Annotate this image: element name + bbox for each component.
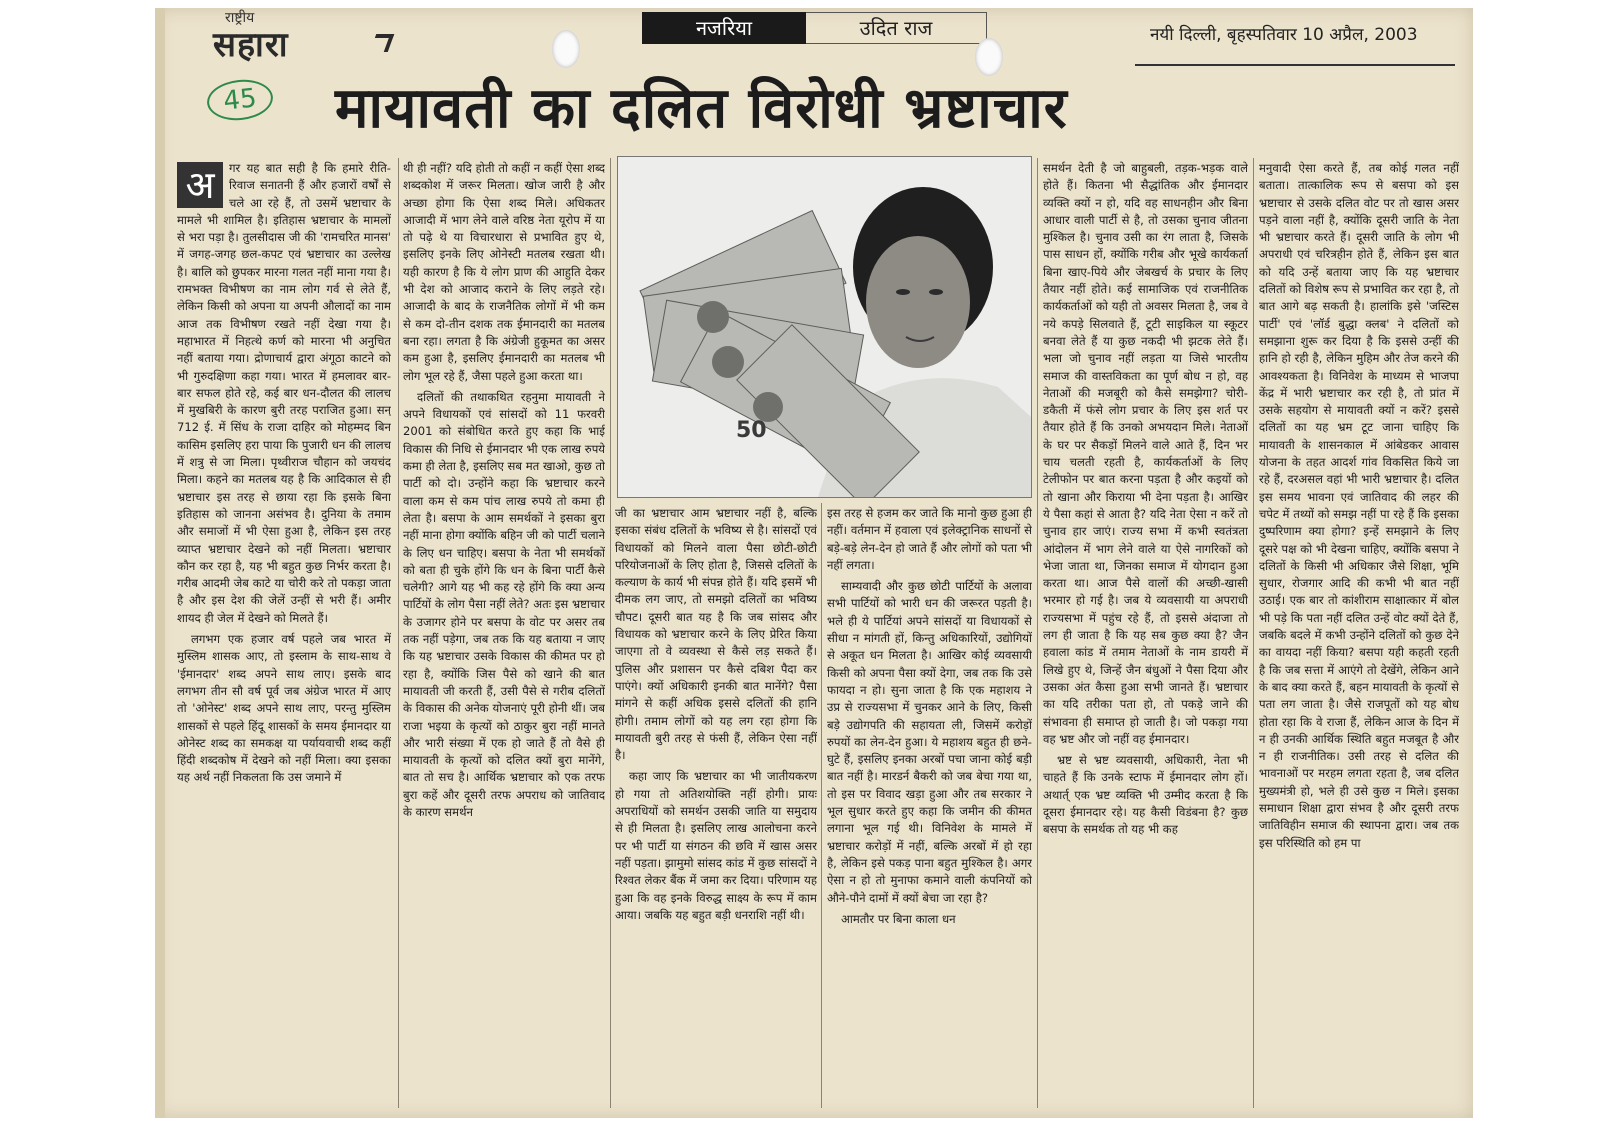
article-column-4 [827,505,1032,1105]
paragraph: कहा जाए कि भ्रष्टाचार का भी जातीयकरण हो गया तो अतिशयोक्ति नहीं होगी। प्रायः अपराधियों को समर्थन उसकी जाति या समुदाय से ही मिलता है। इसलिए लाख आलोचना करने पर भी पार्टी या संगठन की छवि में खास असर नहीं पड़ता। झामुमो सांसद कांड में कुछ सांसदों ने रिश्वत लेकर बैंक में जमा कर दिया। परिणाम यह हुआ कि वह इनके विरुद्ध साक्ष्य के रूप में काम आया। जबकि यह बहुत बड़ी धनराशि नहीं थी। [615,769,817,922]
paragraph: समर्थन देती है जो बाहुबली, तड़क-भड़क वाले होते हैं। कितना भी सैद्धांतिक और ईमानदार व्यक्ति क्यों न हो, यदि वह साधनहीन और बिना आधार वाली पार्टी से है, तो उसका चुनाव जीतना मुश्किल है। चुनाव उसी का रंग लाता है, जिसके पास साधन हों, क्योंकि गरीब और भूखे कार्यकर्ता बिना खाए-पिये और जेबखर्च के प्रचार के लिए तैयार नहीं होते। कई सामाजिक एवं राजनीतिक कार्यकर्ताओं को यही तो अवसर मिलता है, जब वे नये कपड़े सिलवाते हैं, टूटी साइकिल या स्कूटर बनवा लेते हैं या कुछ नकदी भी झटक लेते हैं। भला जो चुनाव नहीं लड़ता या जिसे भारतीय समाज की वास्तविकता का पूर्ण बोध न हो, वह नेताओं की मजबूरी को कैसे समझेगा? चोरी-डकैती में फंसे लोग प्रचार के लिए इस शर्त पर तैयार होते हैं कि उनको अभयदान मिले। नेताओं के घर पर सैकड़ों मिलने वाले आते हैं, दिन भर चाय चलती रहती है, कार्यकर्ताओं के लिए टेलीफोन पर बात करना पड़ता है और कइयों को तो खाना और किराया भी देना पड़ता है। आखिर ये पैसा कहां से आता है? यदि नेता ऐसा न करें तो चुनाव हार जाएं। राज्य सभा में कभी स्वतंत्रता आंदोलन में भाग लेने वाले या ऐसे नागरिकों को भेजा जाता था, जिनका समाज में योगदान हुआ करता था। आज पैसे वालों की अच्छी-खासी भरमार हो गई है। जब ये व्यवसायी या अपराधी राज्यसभा में पहुंच रहे हैं, तो इससे अंदाजा तो लग ही जाता है कि यह सब कुछ क्या है? जैन हवाला कांड में तमाम नेताओं के नाम डायरी में लिखे हुए थे, जिन्हें जैन बंधुओं ने पैसा दिया और उसका अंत कैसा हुआ सभी जानते हैं। भ्रष्टाचार का यदि तरीका पता हो, तो पकड़े जाने की संभावना ही समाप्त हो जाती है। जो पकड़ा गया वह भ्रष्ट और जो नहीं वह ईमानदार। [1043,161,1248,746]
paragraph: आमतौर पर बिना काला धन [841,911,956,926]
handwritten-page-number: 45 [205,77,275,124]
paragraph: मनुवादी ऐसा करते हैं, तब कोई गलत नहीं बताता। तात्कालिक रूप से बसपा को इस भ्रष्टाचार से उसके दलित वोट पर तो खास असर पड़ने वाला नहीं है, क्योंकि दूसरी जाति के नेता भी भ्रष्टाचार करते हैं। दूसरी जाति के लोग भी अपराधी एवं चरित्रहीन होते हैं, लेकिन इस बात को यदि उन्हें बताया जाए कि यह भ्रष्टाचार दलितों को विशेष रूप से प्रभावित कर रहा है, तो बात आगे बढ़ सकती है। हालांकि इसे 'जस्टिस पार्टी' एवं 'लॉर्ड बुद्धा क्लब' ने दलितों को समझाना शुरू कर दिया है कि इससे उन्हीं की हानि हो रही है, लेकिन मुहिम और तेज करने की आवश्यकता है। विनिवेश के माध्यम से भाजपा केंद्र में भारी भ्रष्टाचार कर रही है, तो प्रांत में उसके सहयोग से मायावती क्यों न करें? इससे दलितों का यह भ्रम टूट जाना चाहिए कि मायावती के शासनकाल में आंबेडकर आवास योजना के तहत आदर्श गांव विकसित किये जा रहे हैं, दरअसल वहां भी भारी भ्रष्टाचार है। दलित इस समय भावना एवं जातिवाद की लहर की चपेट में तथ्यों को समझ नहीं पा रहे हैं कि इसका दुष्परिणाम क्या होगा? इन्हें समझाने के लिए दूसरे पक्ष को भी देखना चाहिए, क्योंकि बसपा ने दलितों के किसी भी अधिकार जैसे शिक्षा, भूमि सुधार, रोजगार आदि की कभी भी बात नहीं उठाई। एक बार तो कांशीराम साक्षात्कार में बोल भी पड़े कि पता नहीं दलित उन्हें वोट क्यों देते हैं, जबकि बदले में कभी उन्होंने दलितों को कुछ देने का वायदा नहीं किया? बसपा यही कहती रहती है कि जब सत्ता में आएंगे तो देखेंगे, लेकिन आने के बाद क्या करते हैं, बहन मायावती के कृत्यों से पता लग जाता है। जैसे राजपूतों को यह बोध होता रहा कि वे राजा हैं, लेकिन आज के दिन में न ही उनकी आर्थिक स्थिति बहुत मजबूत है और न ही राजनीतिक। उसी तरह से दलित की भावनाओं पर मरहम लगता रहता है, जब दलित मुख्यमंत्री हो, भले ही उसे कुछ न मिले। इसका समाधान शिक्षा द्वारा संभव है और दूसरी तरफ जातिविहीन समाज की स्थापना द्वारा। जब तक इस परिस्थिति को हम पा [1259,161,1459,850]
paragraph: भ्रष्ट से भ्रष्ट व्यवसायी, अधिकारी, नेता भी चाहते हैं कि उनके स्टाफ में ईमानदार लोग हों। अथार्त् एक भ्रष्ट व्यक्ति भी उम्मीद करता है कि दूसरा ईमानदार रहे। यह कैसी विडंबना है? कुछ बसपा के समर्थक तो यह भी कह [1043,753,1248,837]
headline: मायावती का दलित विरोधी भ्रष्टाचार [335,76,1068,141]
article-column-1 [177,160,391,1105]
logo-flag-icon [370,34,395,52]
dateline-rule [1135,64,1455,66]
column-divider [398,158,399,1108]
paragraph: थी ही नहीं? यदि होती तो कहीं न कहीं ऐसा शब्द शब्दकोश में जरूर मिलता। खोज जारी है और अच्छा होगा कि ऐसा शब्द मिले। अधिकतर आजादी में भाग लेने वाले वरिष्ठ नेता यूरोप में या तो पढ़े थे या विचारधारा से प्रभावित हुए थे, इसलिए इनके लिए ओनेस्टी मतलब रखता थी। यही कारण है कि ये लोग प्राण की आहुति देकर भी देश को आजाद कराने के लिए लड़ते रहे। आजादी के बाद के राजनैतिक लोगों में भी कम से कम दो-तीन दशक तक ईमानदारी का मतलब बना रहा। लगता है कि अंग्रेजी हुकूमत का असर कम हुआ है, इसलिए ईमानदारी का मतलब भी लोग भूल रहे हैं, जैसा पहले हुआ करता था। [403,161,605,383]
paragraph: दलितों की तथाकथित रहनुमा मायावती ने अपने विधायकों एवं सांसदों को 11 फरवरी 2001 को संबोधित करते हुए कहा कि भाई विकास की निधि से ईमानदार भी एक लाख रुपये कमा ही लेता है, इसलिए सब मत खाओ, कुछ तो पार्टी को दो। उन्होंने कहा कि भ्रष्टाचार करने वाला कम से कम पांच लाख रुपये तो कमा ही लेता है। बसपा के आम समर्थकों ने इसका बुरा नहीं माना होगा क्योंकि बहिन जी को पार्टी चलाने के लिए धन चाहिए। बसपा के नेता भी समर्थकों को बता ही चुके होंगे कि धन के बिना पार्टी कैसे चलेगी? आगे यह भी कह रहे होंगे कि क्या अन्य पार्टियों के लोग पैसा नहीं लेते? अतः इस भ्रष्टाचार के उजागर होने पर बसपा के वोट पर असर तब तक नहीं पड़ेगा, जब तक कि यह बताया न जाए कि यह भ्रष्टाचार उसके विकास की कीमत पर हो रहा है, क्योंकि जिस पैसे को खाने की बात मायावती जी करती हैं, उसी पैसे से गरीब दलितों के विकास की अनेक योजनाएं पूरी होनी थीं। जब राजा भइया के कृत्यों को ठाकुर बुरा नहीं मानते और भारी संख्या में एक हो जाते हैं तो वैसे ही मायावती के कृत्यों को दलित क्यों बुरा मानेंगे, बात तो सच है। आर्थिक भ्रष्टाचार को एक तरफ बुरा कहें और दूसरी तरफ अपराध को जातिवाद के कारण समर्थन [403,389,605,819]
page-edge [155,8,165,1118]
article-column-3 [615,505,817,1105]
article-photo [617,156,1032,498]
paragraph: साम्यवादी और कुछ छोटी पार्टियों के अलावा सभी पार्टियों को भारी धन की जरूरत पड़ती है। भले ही ये पार्टियां अपने सांसदों या विधायकों से सीधा न मांगती हों, किन्तु अधिकारियों, उद्योगियों से अकूत धन मिलता है। आखिर कोई व्यवसायी किसी को अपना पैसा क्यों देगा, जब तक कि उसे फायदा न हो। सुना जाता है कि एक महाशय ने उप्र से राज्यसभा में चुनकर आने के लिए, किसी बड़े उद्योगपति की सहायता ली, जिसमें करोड़ों रुपयों का लेन-देन हुआ। ये महाशय बहुत ही छने-घुटे हैं, इसलिए इनका अरबों पचा जाना कोई बड़ी बात नहीं है। मारडर्न बैकरी को जब बेचा गया था, तो इस पर विवाद खड़ा हुआ और तब सरकार ने भूल सुधार करते हुए कहा कि जमीन की कीमत लगाना भूल गई थी। विनिवेश के मामले में भ्रष्टाचार करोड़ों में नहीं, बल्कि अरबों में हो रहा है, लेकिन इसे पकड़ पाना बहुत मुश्किल है। अगर ऐसा न हो तो मुनाफा कमाने वाली कंपनियों को औने-पौने दामों में क्यों बेचा जा रहा है? [827,579,1032,905]
drop-cap: अ [177,162,223,208]
section-tag: नजरिया [642,12,806,44]
author-byline: उदित राज [806,12,987,44]
photo-illustration [618,157,1031,497]
column-divider [1253,158,1254,1108]
column-divider [610,158,611,1108]
article-column-6 [1259,160,1459,1105]
note-value-label: 50 [736,418,767,443]
paragraph: लगभग एक हजार वर्ष पहले जब भारत में मुस्लिम शासक आए, तो इस्लाम के साथ-साथ वे 'ईमानदार' शब्द अपने साथ लाए। इसके बाद लगभग तीन सौ वर्ष पूर्व जब अंग्रेज भारत में आए तो 'ओनेस्ट' शब्द अपने साथ लाए, परन्तु मुस्लिम शासकों से पहले हिंदू शासकों के समय ईमानदार या ओनेस्ट शब्द का समकक्ष या पर्यायवाची शब्द कहीं हिंदी शब्दकोष में देखने को नहीं मिला। क्या इसका यह अर्थ नहीं निकलता कि उस जमाने में [177,632,391,785]
article-column-5 [1043,160,1248,1105]
article-column-2 [403,160,605,1105]
paragraph: इस तरह से हजम कर जाते कि मानो कुछ हुआ ही नहीं। वर्तमान में हवाला एवं इलेक्ट्रानिक साधनों से बड़े-बड़े लेन-देन हो जाते हैं और लोगों को पता भी नहीं लगता। [827,506,1032,572]
paragraph: गर यह बात सही है कि हमारे रीति-रिवाज सनातनी हैं और हजारों वर्षों से चले आ रहे हैं, तो उसमें भ्रष्टाचार के मामले भी शामिल है। इतिहास भ्रष्टाचार के मामलों से भरा पड़ा है। तुलसीदास जी की 'रामचरित मानस' में जगह-जगह छल-कपट एवं भ्रष्टाचार का उल्लेख है। बालि को छुपकर मारना गलत नहीं माना गया है। रामभक्त विभीषण का नाम लोग गर्व से लेते हैं, लेकिन किसी को अपना या अपनी औलादों का नाम आज तक विभीषण रखते नहीं देखा गया है। महाभारत में निहत्थे कर्ण को मारना भी अनुचित नहीं बताया गया। द्रोणाचार्य द्वारा अंगूठा काटने को भी गुरुदक्षिणा कहा गया। भारत में हमलावर बार-बार सफल होते रहे, कई बार धन-दौलत की लालच में मुखबिरी के कारण बुरी तरह पराजित हुआ। सन् 712 ई. में सिंध के राजा दाहिर को मोहम्मद बिन कासिम इसलिए हरा पाया कि पुजारी धन की लालच में शत्रु से जा मिला। पृथ्वीराज चौहान को जयचंद मिला। कहने का मतलब यह है कि आदिकाल से ही भ्रष्टाचार इस तरह से छाया रहा कि इसके बिना इतिहास को जानना असंभव है। दुनिया के तमाम और समाजों में भी ऐसा हुआ है, लेकिन इस तरह व्याप्त भ्रष्टाचार देखने को नहीं मिलता। भ्रष्टाचार कौन कर रहा है, यह भी बहुत कुछ निर्भर करता है। गरीब आदमी जेब काटे या चोरी करे तो पकड़ा जाता है और इस देश की जेलें उन्हीं से भरी हैं। अमीर शायद ही जेल में देखने को मिलते हैं। [177,161,391,625]
dateline: नयी दिल्ली, बृहस्पतिवार 10 अप्रैल, 2003 [1150,25,1418,45]
column-divider [1037,158,1038,1108]
newspaper-logo: सहारा [213,25,289,65]
paragraph: जी का भ्रष्टाचार आम भ्रष्टाचार नहीं है, बल्कि इसका संबंध दलितों के भविष्य से है। सांसदों एवं विधायकों को मिलने वाला पैसा छोटी-छोटी परियोजनाओं के लिए होता है, जिससे दलितों के कल्याण के कार्य भी संपन्न होते हैं। यदि इसमें भी दीमक लग जाए, तो समझो दलितों का भविष्य चौपट। दूसरी बात यह है कि जब सांसद और विधायक को भ्रष्टाचार करने के लिए प्रेरित किया जाएगा तो वे व्यवस्था से कैसे लड़ सकते हैं। पुलिस और प्रशासन पर कैसे दबिश पैदा कर पाएंगे। क्यों अधिकारी इनकी बात मानेंगे? पैसा मांगने से कहीं अधिक इससे दलितों की हानि होगी। तमाम लोगों को यह लग रहा होगा कि मायावती बुरी तरह से फंसी हैं, लेकिन ऐसा नहीं है। [615,506,817,763]
newspaper-clipping [155,8,1473,1118]
punch-hole [552,30,580,68]
logo-small-text: राष्ट्रीय [225,10,255,26]
column-divider [821,503,822,1108]
